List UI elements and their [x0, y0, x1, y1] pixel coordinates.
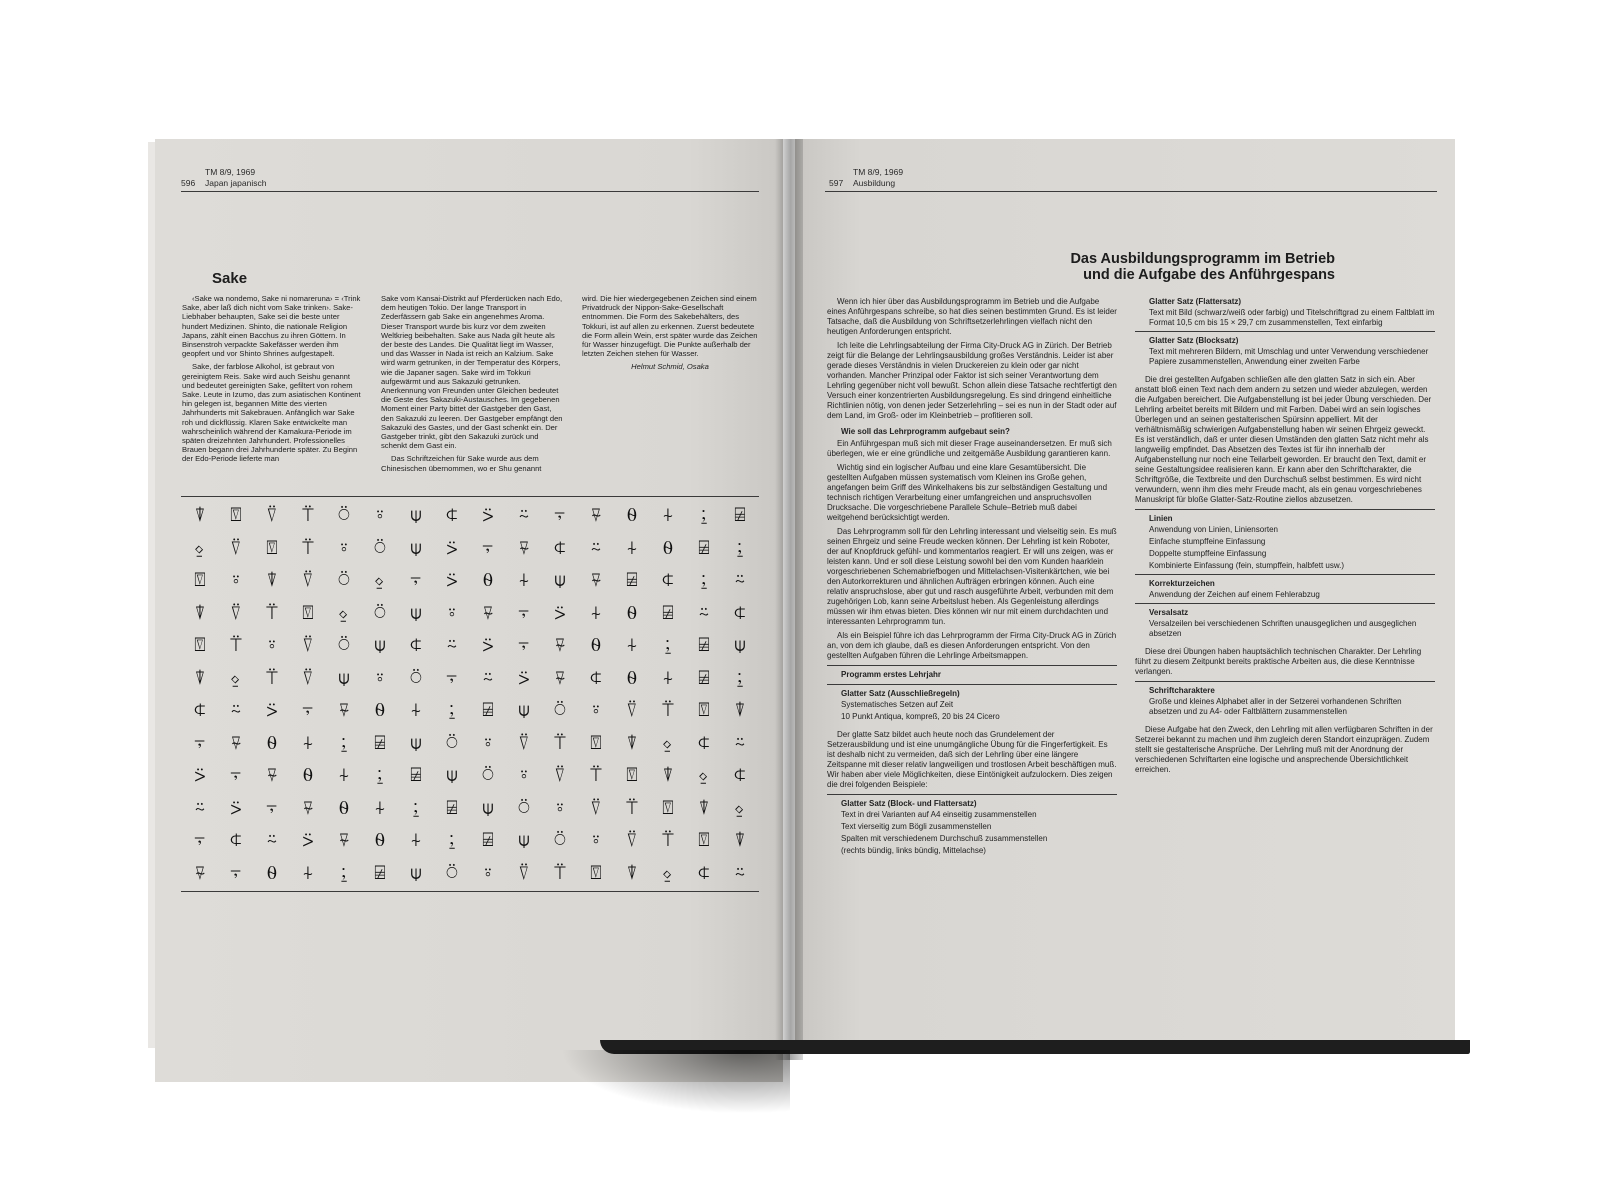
sake-glyph-icon: ⍦ [518, 699, 530, 721]
paragraph: Wenn ich hier über das Ausbildungsprogramm im Betrieb und die Aufgabe eines Anführgespans schreibe, so hat dies seinen bestimmten Grund. Es ist leider Tatsache, daß die Ausbildung von Schriftsetzerlehrlingen vielfach nicht den heutigen Anforderungen entspricht. [827, 297, 1117, 336]
divider [1135, 331, 1435, 332]
sake-glyph-icon: ⍮ [662, 634, 674, 656]
task-text: Text mit Bild (schwarz/weiß oder farbig) und Titelschriftgrad zu einem Faltblatt im Format 10,5 cm bis 15 × 29,7 cm zusammenstellen, Text einfarbig [1149, 308, 1435, 327]
sake-glyph-icon: ⍫ [338, 829, 350, 851]
sake-glyph-icon: ⍫ [554, 666, 566, 689]
sake-glyph-icon: ⍤ [590, 829, 602, 851]
sake-glyph-icon: ⍭ [518, 569, 530, 591]
sake-glyph-icon: ⍧ [446, 504, 458, 526]
sake-glyph-icon: ⍯ [734, 504, 746, 526]
sake-glyph-icon: ⍤ [338, 536, 350, 559]
sake-glyph-icon: ⍚ [662, 731, 674, 754]
sake-glyph-icon: ⍪ [518, 601, 530, 624]
sake-glyph-icon: ⍤ [590, 699, 602, 721]
sake-glyph-icon: ⍮ [374, 764, 386, 786]
sake-glyph-icon: ⍪ [302, 699, 314, 721]
sake-glyph-icon: ⍥ [446, 731, 458, 754]
section-heading: Wie soll das Lehrprogramm aufgebaut sein? [841, 427, 1010, 436]
sake-glyph-icon: ⍢ [302, 634, 314, 656]
journal-issue: TM 8/9, 1969 [205, 167, 256, 177]
divider [1135, 681, 1435, 682]
sake-glyph-icon: ⍨ [698, 601, 710, 624]
sake-glyph-icon: ⍭ [302, 861, 314, 884]
sake-glyph-icon: ⍡ [590, 764, 602, 786]
sake-glyph-icon: ⍤ [482, 731, 494, 754]
sake-glyph-icon: ⍯ [374, 861, 386, 884]
sake-glyph-icon: ⍢ [626, 829, 638, 851]
sake-glyph-icon: ⍦ [446, 764, 458, 786]
sake-glyph-icon: ⍢ [302, 569, 314, 591]
sake-glyph-icon: ⍭ [662, 504, 674, 526]
divider [1135, 574, 1435, 575]
sake-glyph-icon: ⍥ [554, 829, 566, 851]
paragraph: Die drei gestellten Aufgaben schließen alle den glatten Satz in sich ein. Aber anstatt bloß einen Text nach dem andern zu setzen und wieder abzulegen, werden die Aufgaben bereichert. Die Aufgabenstellung ist bei jeder Übung verschieden. Der Lehrling arbeitet bereits mit Bildern und mit Farben. Dabei wird an sein logisches Überlegen und an seinen gestalterischen Spürsinn appelliert. Mit der verhältnismäßig schwierigen Aufgabenstellung haben wir seinen Ehrgeiz geweckt. Es ist verständlich, daß er unter diesen Umständen den glatten Satz nicht mehr als langweilig empfindet. Das Absetzen des Textes ist für ihn innerhalb der Aufgabenstellung nur noch eine Teilarbeit geworden. Er braucht den Text, damit er seine Gestaltungsidee realisieren kann. Er kann aber den Schriftcharakter, die Schriftgröße, die Textbreite und den Durchschuß selbst bestimmen. Es wird nicht verwundern, wenn ihm dies mehr Freude macht, als ein genau vorgeschriebenes Manuskript für bloße Glatter-Satz-Routine ziellos abzusetzen. [1135, 375, 1432, 504]
sake-glyph-icon: ⍔ [302, 601, 314, 624]
sake-glyph-icon: ⍬ [266, 861, 278, 884]
sake-glyph-icon: ⍩ [482, 634, 494, 656]
task-line: Text in drei Varianten auf A4 einseitig zusammenstellen [841, 810, 1037, 819]
sake-glyph-icon: ⍦ [374, 634, 386, 656]
paragraph: Das Lehrprogramm soll für den Lehrling interessant und vielseitig sein. Es muß seinen Ehrgeiz und seine Freude wecken können. Der Lehrling ist kein Roboter, der auf Knopfdruck gefühl- und kommentarlos reagiert. Er will uns zeigen, was er leisten kann. Und er soll diese Leistung sowohl bei den vom Kunden haarklein vorgeschriebenen Schemabriefbogen und Mittelachsen-Visitenkärtchen, wie bei den Autorkorrekturen und ähnlichen Aufträgen erbringen können. Auch eine relativ anspruchslose, aber gut und rasch ausgeführte Arbeit, verbunden mit dem zugehörigen Lob, kann seine Arbeitslust heben. Als Gegenleistung allerdings müssen wir ihm etwas bieten. Dies können wir nur mit einem durchdachten und interessanten Lehrprogramm tun. [827, 527, 1117, 626]
sake-glyph-icon: ⍧ [698, 861, 710, 884]
sake-glyph-icon: ⍤ [230, 569, 242, 591]
sake-glyph-icon: ⍔ [194, 634, 206, 656]
sake-glyph-icon: ⍫ [590, 569, 602, 591]
sake-glyph-icon: ⍡ [554, 861, 566, 884]
task-line: Kombinierte Einfassung (fein, stumpffein, halbfett usw.) [1149, 561, 1345, 570]
sake-glyph-icon: ⍭ [626, 634, 638, 656]
section-name: Japan japanisch [205, 178, 267, 188]
sake-glyph-icon: ⍔ [698, 829, 710, 851]
sake-glyph-icon: ⍚ [230, 666, 242, 689]
author-signature: Helmut Schmid, Osaka [631, 362, 709, 372]
sake-glyph-icon: ⍪ [194, 731, 206, 754]
task-text: Text mit mehreren Bildern, mit Umschlag und unter Verwendung verschiedener Papiere zusammenstellen, Anwendung einer zweiten Farbe [1149, 347, 1429, 366]
task-title: Glatter Satz (Blocksatz) [1149, 336, 1239, 345]
divider [827, 665, 1117, 666]
sake-glyph-icon: ⍩ [194, 764, 206, 786]
paragraph: Diese Aufgabe hat den Zweck, den Lehrling mit allen verfügbaren Schriften in der Setzerei bekannt zu machen und ihm zugleich deren Standort einzuprägen. Zudem stellt sie gestalterische Ansprüche. Der Lehrling muß mit der Anordnung der verschiedenen Schriftarten eine logische und ansprechende Übersichtlichkeit erreichen. [1135, 725, 1433, 774]
sake-glyph-icon: ⍔ [590, 861, 602, 884]
sake-glyph-icon: ⍚ [194, 536, 206, 559]
sake-glyph-icon: ⍦ [734, 634, 746, 656]
sake-glyph-icon: ⍧ [734, 764, 746, 786]
sake-glyph-icon: ⍢ [590, 796, 602, 819]
sake-glyph-icon: ⍦ [554, 569, 566, 591]
task-line: Doppelte stumpffeine Einfassung [1149, 549, 1267, 558]
text-column-1 [827, 297, 1117, 858]
sake-glyph-icon: ⍒ [662, 764, 674, 786]
text-column-3 [582, 294, 758, 372]
sake-glyph-icon: ⍚ [734, 796, 746, 819]
sake-glyph-icon: ⍨ [518, 504, 530, 526]
sake-glyph-icon: ⍦ [338, 666, 350, 689]
paragraph: Als ein Beispiel führe ich das Lehrprogramm der Firma City-Druck AG in Zürich an, von dem ich glaube, daß es diesen Anforderungen entspricht. Von den gestellten Aufgaben führen die Lehrlinge Arbeitsmappen. [827, 631, 1117, 660]
right-page [795, 139, 1455, 1052]
sake-glyph-icon: ⍭ [338, 764, 350, 786]
sake-glyph-icon: ⍪ [194, 829, 206, 851]
journal-issue: TM 8/9, 1969 [853, 167, 904, 177]
paragraph: Der glatte Satz bildet auch heute noch das Grundelement der Setzerausbildung und ist eine unumgängliche Übung für die Fingerfertigkeit. Es ist deshalb nicht zu vermeiden, daß sich der Lehrling über eine längere Zeitspanne mit dieser relativ langweiligen und trostlosen Arbeit beschäftigen muß. Wir haben aber viele Möglichkeiten, diese Eintönigkeit aufzulockern. Dies zeigen die drei folgenden Beispiele: [827, 730, 1117, 789]
sake-glyph-icon: ⍢ [554, 764, 566, 786]
text-column-1 [182, 294, 364, 468]
sake-glyph-icon: ⍒ [194, 504, 206, 526]
task-title: Schriftcharaktere [1149, 686, 1215, 695]
sake-glyph-icon: ⍢ [626, 699, 638, 721]
sake-glyph-icon: ⍥ [410, 666, 422, 689]
sake-glyph-icon: ⍯ [698, 634, 710, 656]
sake-glyph-icon: ⍤ [518, 764, 530, 786]
sake-glyph-icon: ⍔ [698, 699, 710, 721]
task-title: Korrekturzeichen [1149, 579, 1215, 588]
sake-character-grid [182, 499, 758, 889]
task-line: Text vierseitig zum Bögli zusammenstellen [841, 822, 992, 831]
sake-glyph-icon: ⍪ [554, 504, 566, 526]
task-line: 10 Punkt Antiqua, kompreß, 20 bis 24 Cicero [841, 712, 1000, 721]
page-curl-shadow [560, 1050, 790, 1114]
sake-glyph-icon: ⍭ [410, 829, 422, 851]
sake-glyph-icon: ⍮ [446, 699, 458, 721]
task-text: Anwendung der Zeichen auf einem Fehlerabzug [1149, 590, 1320, 599]
sake-glyph-icon: ⍨ [446, 634, 458, 656]
sake-glyph-icon: ⍮ [338, 731, 350, 754]
sake-glyph-icon: ⍚ [338, 601, 350, 624]
sake-glyph-icon: ⍡ [302, 536, 314, 559]
sake-glyph-icon: ⍯ [698, 536, 710, 559]
sake-glyph-icon: ⍢ [230, 601, 242, 624]
sake-glyph-icon: ⍬ [626, 666, 638, 689]
sake-glyph-icon: ⍥ [374, 536, 386, 559]
sake-glyph-icon: ⍪ [518, 634, 530, 656]
task-title: Glatter Satz (Ausschließregeln) [841, 689, 960, 698]
sake-glyph-icon: ⍮ [734, 536, 746, 559]
paragraph: Sake, der farblose Alkohol, ist gebraut von gereinigtem Reis. Sake wird auch Seishu genannt und bedeutet gereinigten Sake, gefiltert von rohem Sake. Leute in Izumo, das zum asiatischen Kontinent hin gelegen ist, begannen Mitte des vierten Jahrhunderts mit Sakebrauen. Anfänglich war Sake roh und dickflüssig. Klaren Sake entwickelte man wahrscheinlich während der Kamakura-Periode im späten dreizehnten Jahrhundert. Professionelles Brauen begann drei Jahrhunderte später. Zu Beginn der Edo-Periode lieferte man [182, 362, 361, 464]
header-rule [181, 191, 759, 192]
title-line-1: Das Ausbildungsprogramm im Betrieb [1070, 251, 1335, 267]
sake-glyph-icon: ⍬ [302, 764, 314, 786]
sake-glyph-icon: ⍫ [194, 861, 206, 884]
paragraph: Wichtig sind ein logischer Aufbau und eine klare Gesamtübersicht. Die gestellten Aufgaben müssen systematisch vom Kleinen ins Große gehen, angefangen beim Griff des Winkelhakens bis zur selbständigen Gestaltung und technisch richtigen Verarbeitung einer umfangreichen und anspruchsvollen Drucksache. Die vorgeschriebene Parallele Schule–Betrieb muß dabei weitgehend berücksichtigt werden. [827, 463, 1108, 522]
sake-glyph-icon: ⍬ [374, 699, 386, 721]
sake-glyph-icon: ⍥ [518, 796, 530, 819]
sake-glyph-icon: ⍔ [590, 731, 602, 754]
sake-glyph-icon: ⍔ [626, 764, 638, 786]
sake-glyph-icon: ⍔ [194, 569, 206, 591]
paragraph: Ein Anführgespan muß sich mit dieser Frage auseinandersetzen. Er muß sich überlegen, wie er eine gründliche und zeitgemäße Ausbildung garantieren kann. [827, 439, 1112, 458]
sake-glyph-icon: ⍩ [446, 536, 458, 559]
paragraph: wird. Die hier wiedergegebenen Zeichen sind einem Privatdruck der Nippon-Sake-Gesellschaft entnommen. Die Form des Sakebehälters, des Tokkuri, ist auf allen zu erkennen. Zuerst bedeutete die Form allein Wein, erst später wurde das Zeichen für Wasser hinzugefügt. Die Punkte außerhalb der letzten Zeichen stehen für Wasser. [582, 294, 758, 359]
sake-glyph-icon: ⍤ [482, 861, 494, 884]
sake-glyph-icon: ⍥ [338, 569, 350, 591]
sake-glyph-icon: ⍔ [662, 796, 674, 819]
sake-glyph-icon: ⍤ [446, 601, 458, 624]
sake-glyph-icon: ⍧ [230, 829, 242, 851]
sake-glyph-icon: ⍦ [410, 861, 422, 884]
sake-glyph-icon: ⍮ [698, 569, 710, 591]
article-title: Sake [212, 270, 248, 287]
text-column-2 [1135, 297, 1435, 779]
divider [827, 684, 1117, 685]
sake-glyph-icon: ⍥ [338, 634, 350, 656]
sake-glyph-icon: ⍡ [662, 699, 674, 721]
running-head-left [181, 167, 266, 189]
left-page [155, 139, 783, 1082]
sake-glyph-icon: ⍨ [482, 666, 494, 689]
sake-glyph-icon: ⍪ [266, 796, 278, 819]
sake-glyph-icon: ⍔ [230, 504, 242, 526]
sake-glyph-icon: ⍭ [410, 699, 422, 721]
sake-glyph-icon: ⍚ [374, 569, 386, 591]
sake-glyph-icon: ⍤ [374, 666, 386, 689]
sake-glyph-icon: ⍥ [446, 861, 458, 884]
sake-glyph-icon: ⍬ [626, 601, 638, 624]
sake-glyph-icon: ⍒ [194, 601, 206, 624]
sake-glyph-icon: ⍮ [338, 861, 350, 884]
sake-glyph-icon: ⍒ [266, 569, 278, 591]
sake-glyph-icon: ⍤ [554, 796, 566, 819]
sake-glyph-icon: ⍫ [230, 731, 242, 754]
task-title: Linien [1149, 514, 1173, 523]
sake-glyph-icon: ⍫ [554, 634, 566, 656]
sake-glyph-icon: ⍯ [698, 666, 710, 689]
sake-glyph-icon: ⍦ [482, 796, 494, 819]
paragraph: Sake vom Kansai-Distrikt auf Pferderücken nach Edo, dem heutigen Tokio. Der lange Transport in Zederfässern gab Sake ein angenehmes Aroma. Dieser Transport wurde bis kurz vor dem zweiten Weltkrieg beibehalten. Sake aus Nada gilt heute als der beste des Landes. Die Qualität liegt im Wasser, und das Wasser in Nada ist reich an Kalzium. Sake wird warm getrunken, in der Temperatur des Körpers, wie die Japaner sagen. Sake wird im Tokkuri aufgewärmt und aus Sakazuki getrunken. Anerkennung von Freunden unter Gleichen bedeutet die Geste des Sakazuki-Austausches. Im gegebenen Moment einer Party bittet der Gastgeber den Gast, den Sakazuki zu leeren. Der Gastgeber empfängt den Sakazuki des Gastes, und der Gast schenkt ein. Der Gastgeber trinkt, gibt den Sakazuki zurück und schenkt dem Gast ein. [381, 294, 563, 451]
sake-glyph-icon: ⍥ [482, 764, 494, 786]
sake-glyph-icon: ⍧ [698, 731, 710, 754]
sake-glyph-icon: ⍯ [662, 601, 674, 624]
sake-glyph-icon: ⍩ [266, 699, 278, 721]
sake-glyph-icon: ⍩ [518, 666, 530, 689]
sake-glyph-icon: ⍩ [302, 829, 314, 851]
sake-glyph-icon: ⍒ [698, 796, 710, 819]
sake-glyph-icon: ⍬ [338, 796, 350, 819]
sake-glyph-icon: ⍡ [302, 504, 314, 526]
sake-glyph-icon: ⍤ [374, 504, 386, 526]
paragraph: Diese drei Übungen haben hauptsächlich technischen Charakter. Der Lehrling führt zu diesem Zeitpunkt bereits praktische Arbeiten aus, die diese Kenntnisse verlangen. [1135, 647, 1422, 676]
page-number: 597 [829, 178, 844, 188]
sake-glyph-icon: ⍡ [266, 601, 278, 624]
task-line: (rechts bündig, links bündig, Mittelachse) [841, 846, 986, 855]
sake-glyph-icon: ⍯ [482, 829, 494, 851]
section-name: Ausbildung [853, 178, 896, 188]
sake-glyph-icon: ⍨ [734, 731, 746, 754]
sake-glyph-icon: ⍢ [518, 861, 530, 884]
sake-glyph-icon: ⍒ [734, 829, 746, 851]
sake-glyph-icon: ⍔ [266, 536, 278, 559]
sake-glyph-icon: ⍨ [266, 829, 278, 851]
sake-glyph-icon: ⍩ [446, 569, 458, 591]
sake-glyph-icon: ⍯ [446, 796, 458, 819]
sake-glyph-icon: ⍦ [410, 504, 422, 526]
program-heading: Programm erstes Lehrjahr [841, 670, 942, 679]
sake-glyph-icon: ⍥ [338, 504, 350, 526]
sake-glyph-icon: ⍧ [734, 601, 746, 624]
sake-glyph-icon: ⍮ [734, 666, 746, 689]
divider [1135, 509, 1435, 510]
sake-glyph-icon: ⍡ [662, 829, 674, 851]
sake-glyph-icon: ⍚ [662, 861, 674, 884]
sake-glyph-icon: ⍡ [266, 666, 278, 689]
divider [827, 794, 1117, 795]
sake-glyph-icon: ⍩ [482, 504, 494, 526]
sake-glyph-icon: ⍦ [410, 536, 422, 559]
sake-glyph-icon: ⍫ [482, 601, 494, 624]
sake-glyph-icon: ⍪ [230, 764, 242, 786]
sake-glyph-icon: ⍧ [554, 536, 566, 559]
sake-glyph-icon: ⍮ [446, 829, 458, 851]
sake-glyph-icon: ⍫ [266, 764, 278, 786]
sake-glyph-icon: ⍬ [626, 504, 638, 526]
sake-glyph-icon: ⍪ [446, 666, 458, 689]
article-title [1070, 251, 1335, 283]
sake-glyph-icon: ⍬ [590, 634, 602, 656]
sake-glyph-icon: ⍨ [194, 796, 206, 819]
page-number: 596 [181, 178, 196, 188]
sake-glyph-icon: ⍩ [554, 601, 566, 624]
sake-glyph-icon: ⍡ [230, 634, 242, 656]
sake-glyph-icon: ⍬ [662, 536, 674, 559]
sake-glyph-icon: ⍢ [302, 666, 314, 689]
sake-glyph-icon: ⍯ [482, 699, 494, 721]
task-line: Systematisches Setzen auf Zeit [841, 700, 954, 709]
sake-glyph-icon: ⍬ [266, 731, 278, 754]
sake-glyph-icon: ⍒ [194, 666, 206, 689]
sake-glyph-icon: ⍬ [374, 829, 386, 851]
sake-glyph-icon: ⍥ [554, 699, 566, 721]
sake-glyph-icon: ⍨ [590, 536, 602, 559]
task-line: Anwendung von Linien, Liniensorten [1149, 525, 1278, 534]
task-text: Große und kleines Alphabet aller in der Setzerei vorhandenen Schriften absetzen und zu A4- oder Faltblättern zusammenstellen [1149, 697, 1402, 716]
sake-glyph-icon: ⍮ [410, 796, 422, 819]
sake-glyph-icon: ⍥ [374, 601, 386, 624]
sake-glyph-icon: ⍪ [482, 536, 494, 559]
sake-glyph-icon: ⍩ [230, 796, 242, 819]
task-line: Spalten mit verschiedenem Durchschuß zusammenstellen [841, 834, 1048, 843]
task-title: Glatter Satz (Block- und Flattersatz) [841, 799, 977, 808]
task-title: Versalsatz [1149, 608, 1189, 617]
paragraph: Das Schriftzeichen für Sake wurde aus dem Chinesischen übernommen, wo er Shu genannt [381, 454, 542, 473]
sake-glyph-icon: ⍢ [266, 504, 278, 526]
sake-glyph-icon: ⍦ [518, 829, 530, 851]
sake-glyph-icon: ⍭ [626, 536, 638, 559]
sake-glyph-icon: ⍫ [338, 699, 350, 721]
task-text: Versalzeilen bei verschiedenen Schriften unausgeglichen und ausgeglichen absetzen [1149, 619, 1417, 638]
grid-bottom-rule [181, 891, 759, 892]
sake-glyph-icon: ⍬ [482, 569, 494, 591]
sake-glyph-icon: ⍫ [518, 536, 530, 559]
sake-glyph-icon: ⍒ [626, 731, 638, 754]
sake-glyph-icon: ⍭ [302, 731, 314, 754]
sake-glyph-icon: ⍒ [626, 861, 638, 884]
sake-glyph-icon: ⍫ [302, 796, 314, 819]
grid-top-rule [181, 496, 759, 497]
text-column-2 [381, 294, 565, 477]
sake-glyph-icon: ⍪ [230, 861, 242, 884]
sake-glyph-icon: ⍪ [410, 569, 422, 591]
sake-glyph-icon: ⍧ [662, 569, 674, 591]
running-head-right [829, 167, 903, 189]
task-title: Glatter Satz (Flattersatz) [1149, 297, 1242, 306]
sake-glyph-icon: ⍤ [266, 634, 278, 656]
spine-shadow [775, 139, 803, 1060]
sake-glyph-icon: ⍡ [554, 731, 566, 754]
sake-glyph-icon: ⍦ [410, 601, 422, 624]
sake-glyph-icon: ⍯ [626, 569, 638, 591]
sake-glyph-icon: ⍢ [230, 536, 242, 559]
task-line: Einfache stumpffeine Einfassung [1149, 537, 1266, 546]
sake-glyph-icon: ⍢ [518, 731, 530, 754]
sake-glyph-icon: ⍯ [374, 731, 386, 754]
sake-glyph-icon: ⍡ [626, 796, 638, 819]
sake-glyph-icon: ⍨ [230, 699, 242, 721]
paragraph: Ich leite die Lehrlingsabteilung der Firma City-Druck AG in Zürich. Der Betrieb zeigt für die Belange der Lehrlingsausbildung großes Verständnis. Leider ist aber gerade dieses Verständnis in vielen Druckereien zu klein oder gar nicht vorhanden. Mancher Prinzipal oder Faktor ist sich seiner Verantwortung dem Lehrling gegenüber nicht voll bewußt. Schon allein diese Tatsache rechtfertigt den Versuch einer konzentrierten Ausbildungsregelung. Es sind dringend einheitliche Richtlinien nötig, von denen jeder Setzerlehrling – sei es nun in der Stadt oder auf dem Land, im Groß- oder im Kleinbetrieb – profitieren soll. [827, 341, 1117, 420]
sake-glyph-icon: ⍒ [734, 699, 746, 721]
paragraph: ‹Sake wa nondemo, Sake ni nomareruna› = ‹Trink Sake, aber laß dich nicht vom Sake trinken›. Sake-Liebhaber behaupten, Sake sei die beste unter hundert Medizinen. Shinto, die nationale Religion Japans, zählt einen Bacchus zu ihren Göttern. In Binsenstroh verpackte Sakefässer werden ihm geopfert und vor Shinto Shrines aufgestapelt. [182, 294, 361, 359]
sake-glyph-icon: ⍨ [734, 569, 746, 591]
sake-glyph-icon: ⍭ [590, 601, 602, 624]
title-line-2: und die Aufgabe des Anführgespans [1083, 267, 1335, 283]
sake-glyph-icon: ⍫ [590, 504, 602, 526]
divider [1135, 603, 1435, 604]
sake-glyph-icon: ⍚ [698, 764, 710, 786]
sake-glyph-icon: ⍭ [662, 666, 674, 689]
sake-glyph-icon: ⍧ [410, 634, 422, 656]
sake-glyph-icon: ⍮ [698, 504, 710, 526]
sake-glyph-icon: ⍨ [734, 861, 746, 884]
sake-glyph-icon: ⍯ [410, 764, 422, 786]
sake-glyph-icon: ⍭ [374, 796, 386, 819]
sake-glyph-icon: ⍧ [194, 699, 206, 721]
sake-glyph-icon: ⍧ [590, 666, 602, 689]
header-rule [825, 191, 1437, 192]
sake-glyph-icon: ⍦ [410, 731, 422, 754]
